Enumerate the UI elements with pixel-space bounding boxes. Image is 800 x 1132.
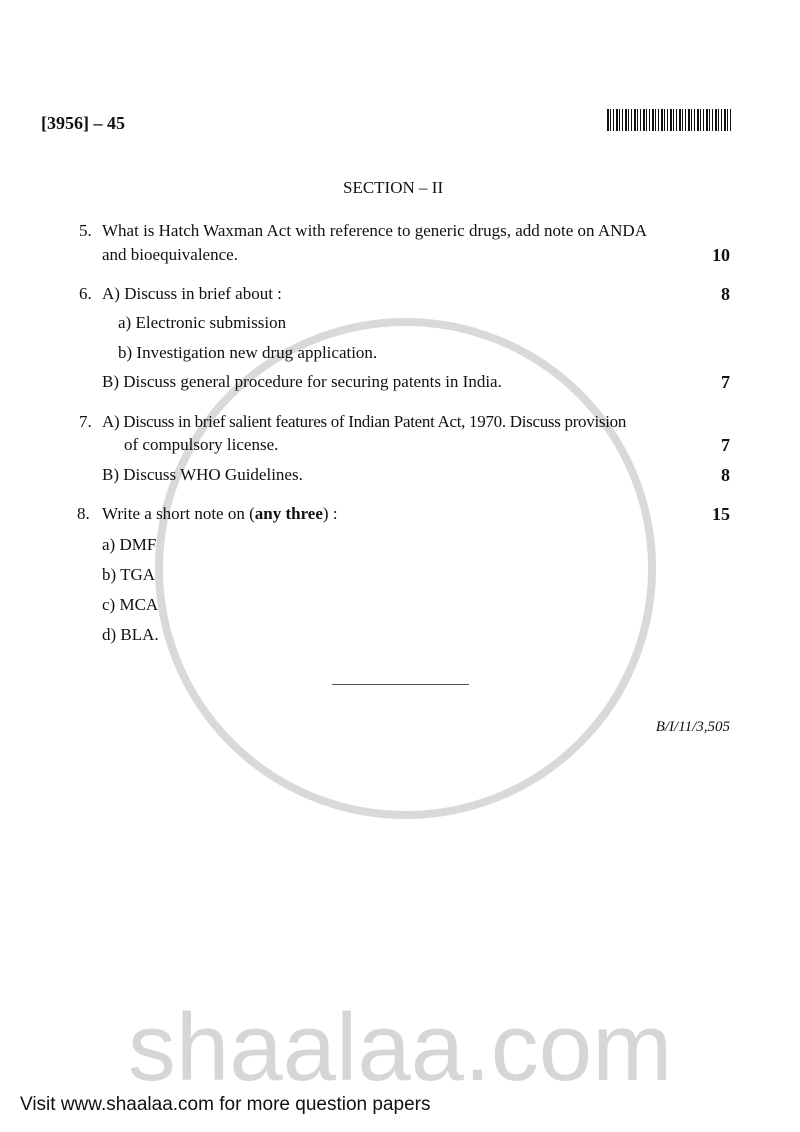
sub-item: d) BLA. (102, 625, 159, 644)
marks: 8 (721, 284, 730, 304)
question-text: of compulsory license. (124, 435, 279, 454)
question-number: 6. (79, 284, 92, 303)
question-text: A) Discuss in brief salient features of Indian Patent Act, 1970. Discuss provision (102, 412, 627, 431)
question-text (102, 504, 338, 524)
paper-code: [3956] – 45 (41, 113, 125, 133)
marks: 7 (721, 435, 730, 455)
watermark-circle (155, 318, 656, 819)
sub-item: b) TGA (102, 565, 156, 584)
paper-reference-code: B/I/11/3,505 (655, 719, 730, 735)
question-text: What is Hatch Waxman Act with reference to generic drugs, add note on ANDA (102, 221, 647, 240)
text-bold: any three (254, 504, 323, 523)
section-title: SECTION – II (343, 178, 444, 197)
marks: 7 (721, 372, 730, 392)
question-text: B) Discuss WHO Guidelines. (102, 465, 303, 484)
watermark-text: shaalaa.com (127, 994, 673, 1101)
question-text: B) Discuss general procedure for securing patents in India. (102, 372, 502, 391)
question-number: 8. (77, 504, 90, 523)
marks: 15 (712, 504, 730, 524)
sub-item: c) MCA (102, 595, 159, 614)
sub-item: a) DMF (102, 535, 157, 554)
question-text: and bioequivalence. (102, 245, 238, 264)
question-number: 7. (79, 412, 92, 431)
marks: 8 (721, 465, 730, 485)
barcode (607, 109, 731, 131)
sub-item: a) Electronic submission (118, 313, 287, 332)
marks: 10 (712, 245, 730, 265)
text-suffix: ) : (322, 504, 338, 523)
question-text: A) Discuss in brief about : (102, 284, 282, 303)
text-prefix: Write a short note on ( (102, 504, 255, 523)
sub-item: b) Investigation new drug application. (118, 343, 378, 362)
question-number: 5. (79, 221, 92, 240)
footer-link-text: Visit www.shaalaa.com for more question papers (20, 1094, 431, 1115)
end-divider (332, 684, 469, 685)
